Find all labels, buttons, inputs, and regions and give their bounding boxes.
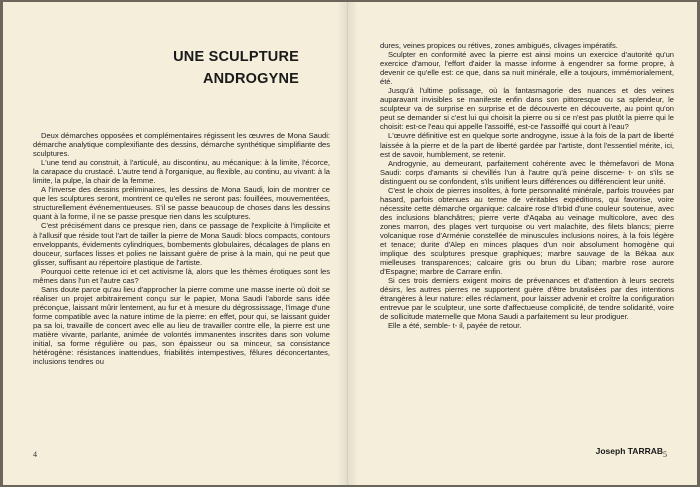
paragraph: C'est le choix de pierres insolites, à forte personnalité minérale, parfois trouvées par hasard, parfois obtenues au terme de véritables expéditions, qui favorise, voire nécessite cette démarche organique: calcaire rose d'Irbid d'une couleur soutenue, avec des inclusions blanchâtres; pierre verte d'Aqaba au veinage multicolore, avec des zones marron, des plages vert turquoise ou vert malachite, des filets blancs; pierre volcanique rose d'Arménie constellée de minuscules inclusions noires, à la fois légère et tenace; durite d'Alep en minces plaques d'un noir absolument homogène qui implique des sculptures presque graphiques; marbre sauvage de la Békaa aux mielleuses transparences; calcaire gris ou brun du Liban; marbre rose aurore d'Espagne; marbre de Carrare enfin. [380, 185, 674, 277]
gutter-shadow-left [337, 2, 347, 485]
paragraph: Sans doute parce qu'au lieu d'approcher la pierre comme une masse inerte où doit se réaliser un projet arbitrairement conçu sur le papier, Mona Saudi l'aborde sans idée préconçue, laissant mûrir lentement, au fur et à mesure du dégrossissage, l'image d'une forme compatible avec la nature intime de la pierre: en effet, pour qui, se laissant guider pa sa loi, travaille de concert avec elle au lieu de travailler contre elle, la pierre est une matière vivante, parlante, animée de volontés immanentes inscrites dans son volume initial, sa forme régulière ou pas, son épaisseur ou sa minceur, sa consistance hétérogène: résistances inattendues, friabilités intempestives, fêlures déconcertantes, inclusions tendres ou [33, 284, 330, 367]
paragraph: A l'inverse des dessins préliminaires, les dessins de Mona Saudi, loin de montrer ce que les sculptures seront, montrent ce qu'elles ne seront pas: fouillées, mouvementées, structurellement événementueuses. S'il se passe beaucoup de choses dans les dessins quant à la forme, il ne se passe presque rien dans les sculptures. [33, 185, 330, 222]
paragraph: C'est précisément dans ce presque rien, dans ce passage de l'explicite à l'implicite et à l'allusif que réside tout l'art de tailler la pierre de Mona Saudi: blocs compacts, contours enveloppants, évidements cylindriques, bombements globulaires, décalages de plans en douceur, surfaces lisses et polies ne laissant guère de prise à la main, qui ne peut que glisser, suffisant au répertoire plastique de l'artiste. [33, 221, 330, 267]
paragraph-continued: dures, veines propices ou rétives, zones ambiguës, clivages impératifs. [380, 41, 618, 50]
right-page [348, 2, 697, 485]
page-number-left: 4 [33, 450, 37, 459]
paragraph: Si ces trois derniers exigent moins de prévenances et d'attention à leurs secrets désirs, les autres pierres ne supportent guère d'être brutalisées par des intentions étrangères à leur nature: elles réclament, pour laisser advenir et croître la configuration entrevue par le sculpteur, une sorte d'affectueuse complicité, de tendre solidarité, voire de sollicitude maternelle que Mona Saudi a parfaitement su leur prodiguer. [380, 276, 674, 322]
right-body-text [380, 41, 674, 331]
paragraph: Androgynie, au demeurant, parfaitement cohérente avec le thèmefavori de Mona Saudi: corps d'amants si chevillés l'un à l'autre qu'à peine discerne- t- on s'ils se distinguent ou se confondent, s'ils unifient leurs différences ou différencient leur unité. [380, 158, 674, 186]
paragraph: Jusqu'à l'ultime polissage, où la fantasmagorie des nuances et des veines auparavant invisibles se manifeste enfin dans son pittoresque ou sa splendeur, le sculpteur va de surprise en surprise et de découverte en découverte, au point qu'on peut se demander si c'est lui qui choisit la pierre ou si ce n'est pas plutôt la pierre qui le choisit: est-ce l'eau qui appelle l'assoiffé, est-ce l'assoiffé qui court à l'eau? [380, 86, 674, 132]
page-number-right: 5 [663, 450, 667, 459]
title-line-2: ANDROGYNE [202, 71, 299, 87]
paragraph: Elle a été, semble- t- il, payée de retour. [388, 321, 522, 331]
paragraph: Pourquoi cette retenue ici et cet activisme là, alors que les thèmes érotiques sont les mêmes dans l'un et l'autre cas? [33, 266, 330, 285]
book-spread [3, 2, 697, 485]
paragraph: L'œuvre définitive est en quelque sorte androgyne, issue à la fois de la part de liberté laissée à la pierre et de la part de liberté gardée par l'artiste, dont l'essentiel mérite, ici, est de savoir, humblement, se retenir. [380, 131, 674, 159]
author-signature: Joseph TARRAB [595, 446, 663, 456]
paragraph: Deux démarches opposées et complémentaires régissent les œuvres de Mona Saudi: démarche analytique complexifiante des dessins, démarche synthétique simplifiante des sculptures. [33, 131, 330, 159]
gutter-shadow-right [348, 2, 358, 485]
page-title [173, 46, 299, 90]
paragraph: Sculpter en conformité avec la pierre est ainsi moins un exercice d'autorité qu'un exercice d'amour, l'effort d'aider la masse informe à engendrer sa forme propre, à devenir ce qu'elle est: ce que, dans sa nuit minérale, elle a toujours, immémorialement, été. [380, 50, 674, 87]
paragraph: L'une tend au construit, à l'articulé, au discontinu, au mécanique: à la limite, l'écorce, la carapace du crustacé. L'autre tend à l'organique, au flexible, au continu, au vivant: à la limite, la pulpe, la chair de la femme. [33, 158, 330, 186]
left-body-text [33, 131, 330, 366]
title-line-1: UNE SCULPTURE [173, 49, 299, 65]
left-page [3, 2, 348, 485]
